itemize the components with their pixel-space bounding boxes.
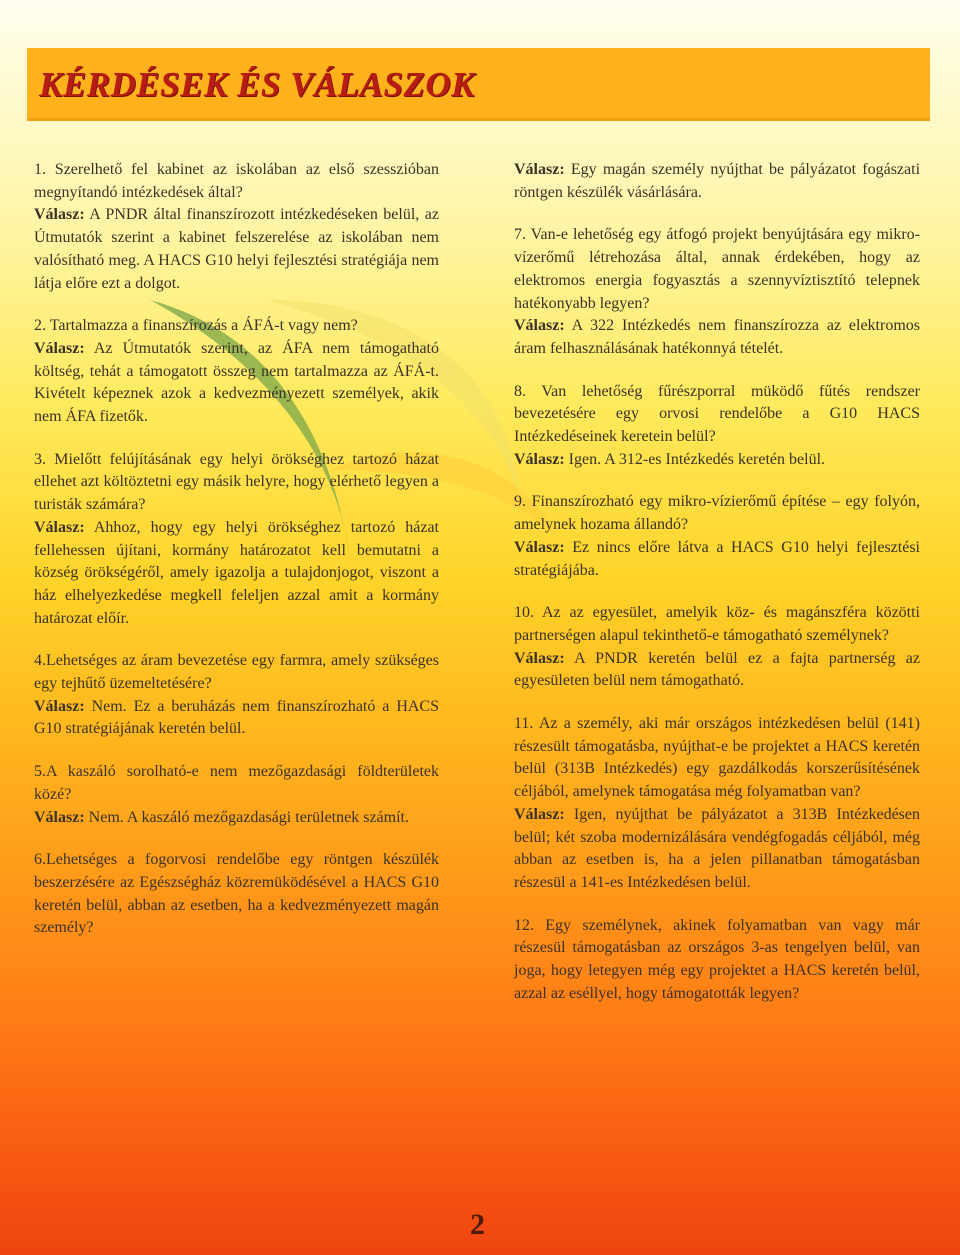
answer-text: Egy magán személy nyújthat be pályázatot fogászati röntgen készülék vásárlására. xyxy=(514,161,921,201)
question-text: 6.Lehetséges a fogorvosi rendelőbe egy röntgen készülék beszerzésére az Egészségház közremüködésével a HACS G10 keretén belül, abban az esetben, ha a kedvezményezett magán személy? xyxy=(34,851,439,937)
answer-label: Válasz: xyxy=(34,339,85,357)
answer xyxy=(34,807,439,830)
answer-text: Ahhoz, hogy egy helyi örökséghez tartozó házat fellehessen újítani, kormány határozatot kell bemutatni a község örökségéről, amely igazolja a tulajdonjogot, viszont a ház elhelyezkedése megkell feleljen azzal amit a kormány határozat előír. xyxy=(34,518,439,627)
question-text: 7. Van-e lehetőség egy átfogó projekt benyújtására egy mikro-vízerőmű létrehozása által, annak érdekében, hogy az elektromos energia fogyasztás a szennyvíztisztító telepnek hatékonyabb legyen? xyxy=(514,226,920,312)
qa-item xyxy=(514,491,920,582)
qa-item xyxy=(34,849,439,940)
answer xyxy=(34,204,439,295)
qa-item xyxy=(34,159,439,295)
answer xyxy=(514,648,920,693)
answer-label: Válasz: xyxy=(34,808,85,826)
question-text: 5.A kaszáló sorolható-e nem mezőgazdasági földterületek közé? xyxy=(34,763,439,803)
question-text: 11. Az a személy, aki már országos intézkedésen belül (141) részesült támogatásba, nyújthat-e be projektet a HACS keretén belül (313B Intézkedés) egy gazdálkodás korszerűsítésének céljából, amelynek támogatása még folyamatban van? xyxy=(514,715,920,801)
qa-item xyxy=(34,315,439,429)
answer-text: Ez nincs előre látva a HACS G10 helyi fejlesztési stratégiájába. xyxy=(514,538,921,579)
qa-item xyxy=(514,915,920,1006)
answer xyxy=(514,449,920,472)
question-text: 4.Lehetséges az áram bevezetése egy farmra, amely szükséges egy tejhűtő üzemeltetésére? xyxy=(34,652,439,693)
qa-item xyxy=(514,224,920,360)
answer-label: Válasz: xyxy=(34,518,85,536)
question-text: 3. Mielőtt felújításának egy helyi örökséghez tartozó házat ellehet azt költöztetni egy másik helyre, hogy elérhető legyen a turisták számára? xyxy=(34,450,439,514)
answer-label: Válasz: xyxy=(34,206,85,224)
answer xyxy=(34,338,439,429)
answer-text: A PNDR által finanszírozott intézkedéseken belül, az Útmutatók szerint a kabinet felszerelése az iskolában nem valósítható meg. A HACS G10 helyi fejlesztési stratégiája nem látja előre ezt a dolgot. xyxy=(34,206,439,292)
page-number: 2 xyxy=(470,1208,485,1241)
answer-text: Igen. A 312-es Intézkedés keretén belül. xyxy=(568,450,826,468)
answer-text: Igen, nyújthat be pályázatot a 313B Intézkedésen belül; két szoba modernizálására vendégfogadás céljából, még abban az esetben is, ha a jelen pillanatban támogatásban részesül a 141-es Intézkedésen belül. xyxy=(514,805,921,891)
answer xyxy=(34,517,439,631)
title-banner xyxy=(27,48,930,121)
question-text: 12. Egy személynek, akinek folyamatban van vagy már részesül támogatásban az országos 3-as tengelyen belül, van joga, hogy letegyen még egy projektet a HACS keretén belül, azzal az eséllyel, hogy támogatották legyen? xyxy=(514,916,920,1002)
answer-label: Válasz: xyxy=(514,450,565,468)
left-column xyxy=(34,159,439,960)
answer-text: A PNDR keretén belül ez a fajta partnerség az egyesületen belül nem támogatható. xyxy=(514,649,920,690)
answer xyxy=(514,159,920,204)
page-title: KÉRDÉSEK ÉS VÁLASZOK xyxy=(39,65,475,104)
qa-item xyxy=(34,650,439,741)
question-text: 9. Finanszírozható egy mikro-vízierőmű építése – egy folyón, amelynek hozama állandó? xyxy=(514,493,920,534)
right-column xyxy=(514,159,920,1026)
answer-label: Válasz: xyxy=(514,161,565,178)
answer-label: Válasz: xyxy=(514,649,565,667)
answer xyxy=(514,804,920,895)
answer-label: Válasz: xyxy=(514,538,565,556)
qa-item xyxy=(34,761,439,829)
qa-item xyxy=(514,381,920,472)
question-text: 2. Tartalmazza a finanszírozás a ÁFÁ-t vagy nem? xyxy=(34,317,358,335)
question-text: 8. Van lehetőség fűrészporral müködő fűtés rendszer bevezetésére egy orvosi rendelőbe a G10 HACS Intézkedéseinek keretein belül? xyxy=(514,382,920,446)
answer-text: Nem. Ez a beruházás nem finanszírozható a HACS G10 stratégiájának keretén belül. xyxy=(34,697,439,738)
qa-item xyxy=(514,602,920,693)
qa-item xyxy=(514,159,920,204)
answer xyxy=(514,537,920,582)
answer-label: Válasz: xyxy=(34,697,85,715)
question-text: 10. Az az egyesület, amelyik köz- és magánszféra közötti partnerségen alapul tekinthető-e támogatható személynek? xyxy=(514,604,920,644)
answer-text: Nem. A kaszáló mezőgazdasági területnek számít. xyxy=(88,808,409,826)
answer xyxy=(34,696,439,741)
answer-text: Az Útmutatók szerint, az ÁFA nem támogatható költség, tehát a támogatott összeg nem tartalmazza az ÁFÁ-t. Kivételt képeznek azok a kedvezményezett személyek, akik nem ÁFA fizetők. xyxy=(34,339,439,426)
answer-label: Válasz: xyxy=(514,805,565,823)
answer-text: A 322 Intézkedés nem finanszírozza az elektromos áram felhasználásának hatékonnyá tételét. xyxy=(514,317,920,357)
qa-item xyxy=(514,713,920,895)
answer xyxy=(514,315,920,360)
answer-label: Válasz: xyxy=(514,317,565,335)
question-text: 1. Szerelhető fel kabinet az iskolában az első szesszióban megnyítandó intézkedések által? xyxy=(34,161,439,201)
qa-item xyxy=(34,449,439,631)
